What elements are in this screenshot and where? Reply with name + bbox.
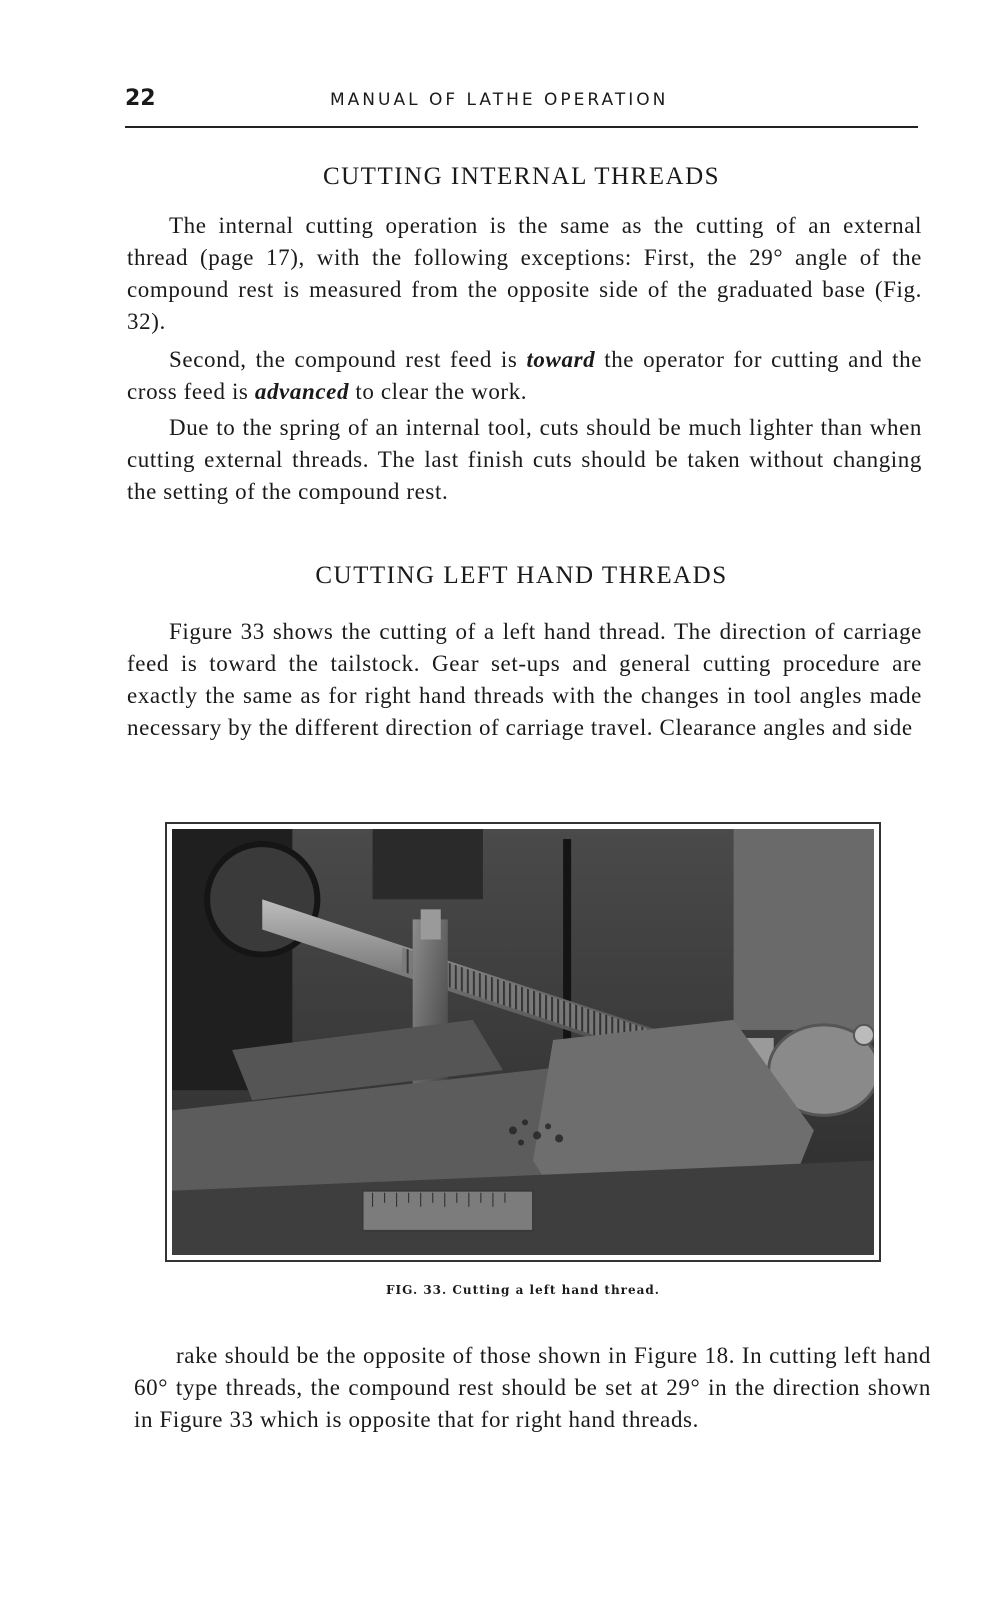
page-number: 22 (125, 86, 156, 111)
paragraph-left-hand-continued: rake should be the opposite of those shown in Figure 18. In cutting left hand 60° type threads, the compound rest should be set at 29° in the direction shown in Figure 33 which is opposite that for right hand threads. (134, 1343, 931, 1432)
section-heading-internal-threads: CUTTING INTERNAL THREADS (322, 163, 721, 190)
paragraph-internal-2 (127, 344, 922, 408)
section-heading-left-hand-threads: CUTTING LEFT HAND THREADS (315, 562, 728, 589)
paragraph-text: Second, the compound rest feed is (169, 347, 527, 372)
running-title: MANUAL OF LATHE OPERATION (330, 90, 669, 110)
figure-33-photo (165, 822, 881, 1262)
lathe-photo-illustration (172, 829, 874, 1255)
paragraph-internal-1: The internal cutting operation is the same as the cutting of an external thread (page 17), with the following exceptions: First, the 29° angle of the compound rest is measured from the opposite side of the graduated base (Fig. 32). (127, 213, 922, 334)
paragraph-internal-3: Due to the spring of an internal tool, cuts should be much lighter than when cutting external threads. The last finish cuts should be taken without changing the setting of the compound rest. (127, 415, 922, 504)
figure-caption: FIG. 33. Cutting a left hand thread. (386, 1283, 660, 1297)
paragraph-text: the operator for cutting and the cross feed is (127, 347, 923, 404)
emphasis-toward: toward (526, 347, 596, 372)
paragraph-left-hand-1: Figure 33 shows the cutting of a left hand thread. The direction of carriage feed is toward the tailstock. Gear set-ups and general cutting procedure are exactly the same as for right hand threads with the changes in tool angles made necessary by the different direction of carriage travel. Clearance angles and side (127, 619, 922, 740)
page-header (125, 86, 918, 128)
paragraph-text: to clear the work. (349, 379, 528, 404)
emphasis-advanced: advanced (254, 379, 350, 404)
